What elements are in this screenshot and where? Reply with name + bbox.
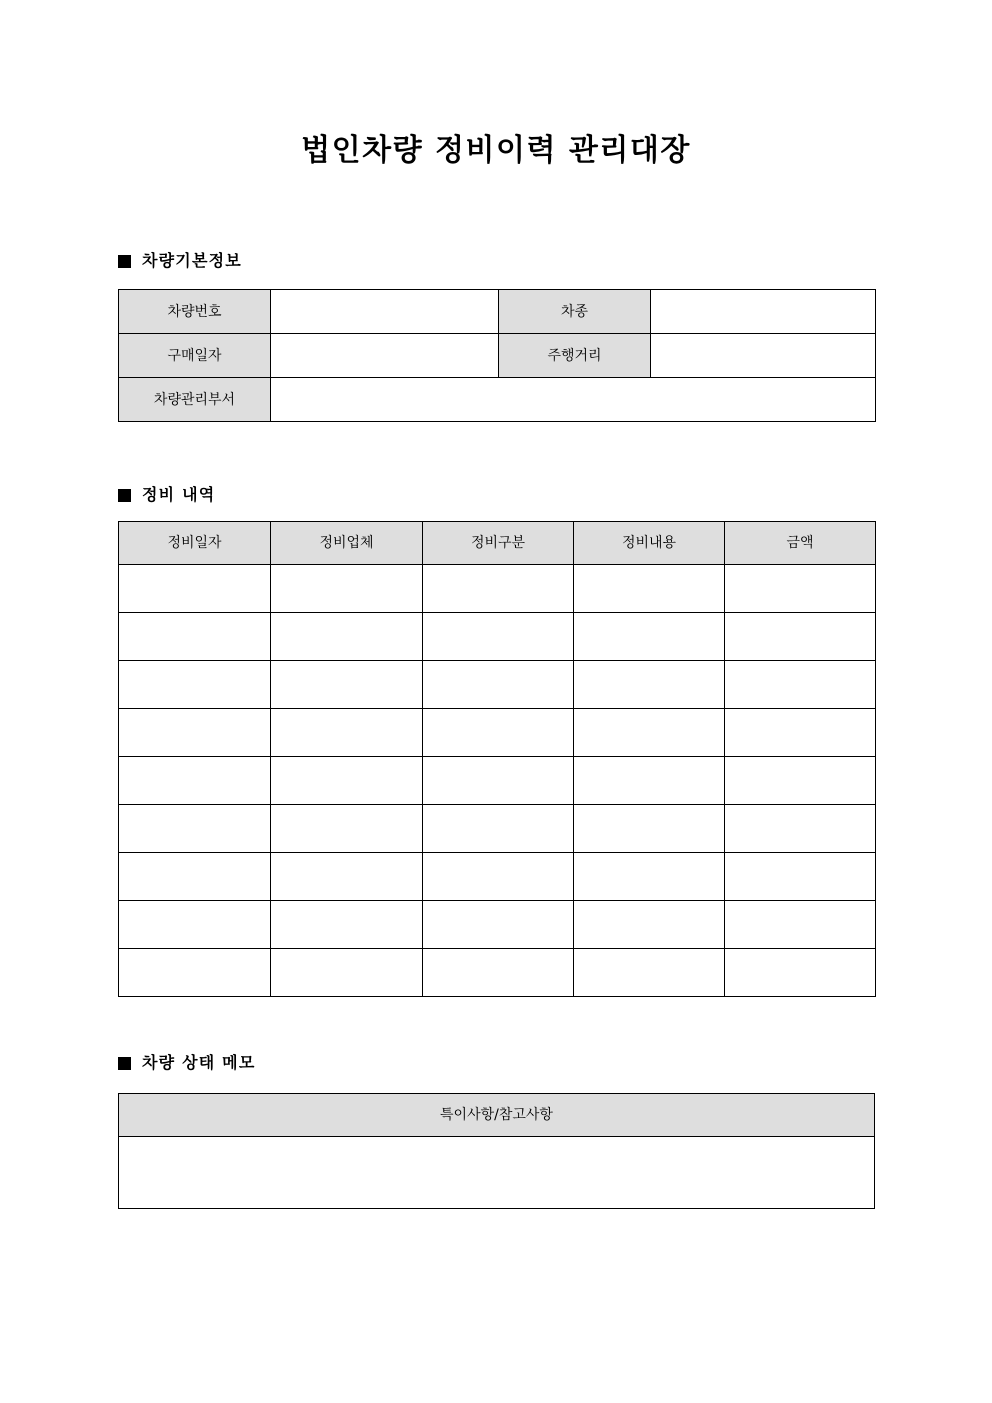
field-vehicle-number[interactable] — [271, 290, 499, 334]
table-row — [119, 805, 876, 853]
cell-service-details[interactable] — [574, 949, 725, 997]
section-heading-basic-info-label: 차량기본정보 — [142, 251, 242, 270]
table-row — [119, 378, 876, 422]
table-row — [119, 613, 876, 661]
cell-service-details[interactable] — [574, 661, 725, 709]
section-heading-maintenance-label: 정비 내역 — [142, 485, 216, 504]
cell-service-date[interactable] — [119, 853, 271, 901]
cell-service-shop[interactable] — [271, 805, 423, 853]
column-header-service-details: 정비내용 — [574, 522, 725, 565]
cell-service-shop[interactable] — [271, 709, 423, 757]
field-vehicle-type[interactable] — [651, 290, 876, 334]
cell-service-shop[interactable] — [271, 901, 423, 949]
cell-service-shop[interactable] — [271, 757, 423, 805]
cell-service-date[interactable] — [119, 805, 271, 853]
table-header-row — [119, 522, 876, 565]
cell-service-date[interactable] — [119, 901, 271, 949]
vehicle-basic-info-table — [118, 289, 876, 422]
cell-service-details[interactable] — [574, 853, 725, 901]
table-header-row — [119, 1094, 875, 1137]
cell-service-date[interactable] — [119, 949, 271, 997]
table-row — [119, 1137, 875, 1209]
field-remarks[interactable] — [119, 1137, 875, 1209]
square-bullet-icon — [118, 255, 131, 268]
cell-service-date[interactable] — [119, 661, 271, 709]
column-header-amount: 금액 — [725, 522, 876, 565]
square-bullet-icon — [118, 1057, 131, 1070]
field-mileage[interactable] — [651, 334, 876, 378]
cell-amount[interactable] — [725, 901, 876, 949]
table-row — [119, 757, 876, 805]
section-heading-memo — [118, 1052, 255, 1074]
column-header-service-shop: 정비업체 — [271, 522, 423, 565]
cell-service-category[interactable] — [423, 709, 574, 757]
section-heading-basic-info — [118, 250, 242, 272]
cell-service-category[interactable] — [423, 613, 574, 661]
table-row — [119, 661, 876, 709]
cell-service-category[interactable] — [423, 805, 574, 853]
section-heading-memo-label: 차량 상태 메모 — [142, 1053, 256, 1072]
table-row — [119, 565, 876, 613]
label-managing-department: 차량관리부서 — [119, 378, 271, 422]
cell-service-shop[interactable] — [271, 613, 423, 661]
table-row — [119, 901, 876, 949]
cell-service-category[interactable] — [423, 901, 574, 949]
cell-amount[interactable] — [725, 853, 876, 901]
cell-service-details[interactable] — [574, 565, 725, 613]
label-vehicle-type: 차종 — [499, 290, 651, 334]
cell-service-category[interactable] — [423, 565, 574, 613]
page-title: 법인차량 정비이력 관리대장 — [301, 133, 691, 168]
cell-service-details[interactable] — [574, 805, 725, 853]
cell-service-category[interactable] — [423, 661, 574, 709]
cell-service-shop[interactable] — [271, 853, 423, 901]
cell-service-details[interactable] — [574, 613, 725, 661]
cell-amount[interactable] — [725, 709, 876, 757]
column-header-remarks: 특이사항/참고사항 — [119, 1094, 875, 1137]
cell-service-category[interactable] — [423, 853, 574, 901]
cell-amount[interactable] — [725, 613, 876, 661]
table-row — [119, 334, 876, 378]
table-row — [119, 290, 876, 334]
cell-service-shop[interactable] — [271, 949, 423, 997]
vehicle-status-memo-table — [118, 1093, 875, 1209]
cell-service-date[interactable] — [119, 613, 271, 661]
cell-service-details[interactable] — [574, 757, 725, 805]
square-bullet-icon — [118, 489, 131, 502]
table-row — [119, 949, 876, 997]
section-heading-maintenance — [118, 484, 215, 506]
cell-service-category[interactable] — [423, 757, 574, 805]
cell-service-category[interactable] — [423, 949, 574, 997]
table-row — [119, 709, 876, 757]
label-vehicle-number: 차량번호 — [119, 290, 271, 334]
cell-service-date[interactable] — [119, 565, 271, 613]
cell-service-date[interactable] — [119, 709, 271, 757]
field-purchase-date[interactable] — [271, 334, 499, 378]
label-purchase-date: 구매일자 — [119, 334, 271, 378]
field-managing-department[interactable] — [271, 378, 876, 422]
label-mileage: 주행거리 — [499, 334, 651, 378]
cell-amount[interactable] — [725, 805, 876, 853]
column-header-service-category: 정비구분 — [423, 522, 574, 565]
column-header-service-date: 정비일자 — [119, 522, 271, 565]
cell-amount[interactable] — [725, 565, 876, 613]
maintenance-history-table — [118, 521, 876, 997]
cell-service-shop[interactable] — [271, 661, 423, 709]
table-row — [119, 853, 876, 901]
cell-service-details[interactable] — [574, 901, 725, 949]
cell-amount[interactable] — [725, 661, 876, 709]
cell-service-date[interactable] — [119, 757, 271, 805]
cell-amount[interactable] — [725, 757, 876, 805]
cell-service-details[interactable] — [574, 709, 725, 757]
cell-amount[interactable] — [725, 949, 876, 997]
cell-service-shop[interactable] — [271, 565, 423, 613]
